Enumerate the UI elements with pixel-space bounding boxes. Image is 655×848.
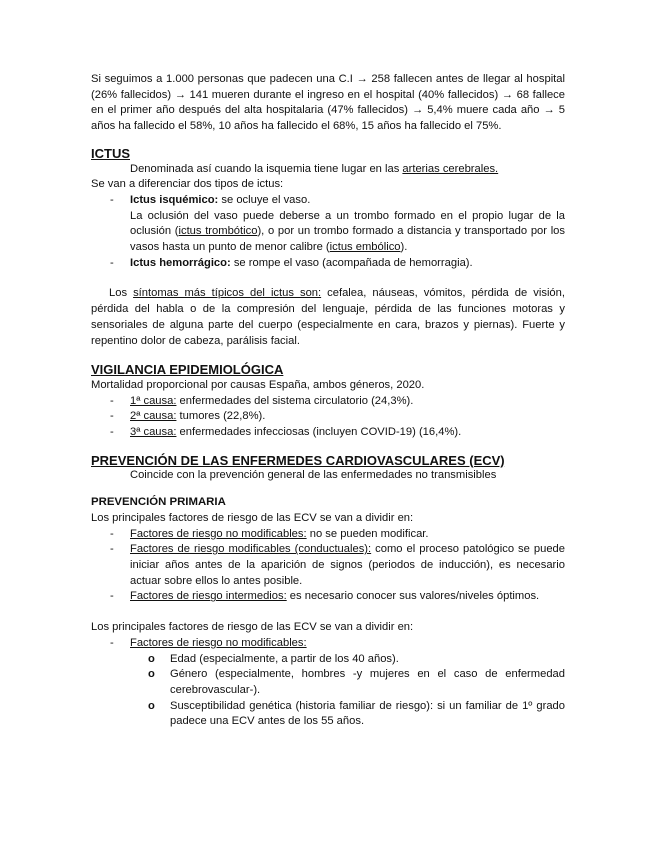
factor-item <box>91 542 565 589</box>
ictus-types-list-2 <box>91 256 565 272</box>
factors-intro-2: Los principales factores de riesgo de las ECV se van a dividir en: <box>91 621 414 634</box>
nomod-item <box>91 636 565 652</box>
nomod-label: Factores de riesgo no modificables: <box>130 636 307 649</box>
ictus-symptoms-paragraph <box>91 286 565 349</box>
factor-label: Factores de riesgo no modificables: <box>130 527 307 540</box>
factor-item <box>91 589 565 605</box>
cause-label: 2ª causa: <box>130 410 177 423</box>
cause-item <box>91 394 565 410</box>
ictus-types-list <box>91 193 565 209</box>
ictus-isquemico-item <box>91 193 565 209</box>
prevencion-intro: Coincide con la prevención general de las enfermedades no transmisibles <box>130 469 497 482</box>
cause-item <box>91 425 565 441</box>
intro-paragraph: Si seguimos a 1.000 personas que padecen una C.I → 258 fallecen antes de llegar al hospital (26% fallecidos) → 141 mueren durante el ingreso en el hospital (40% fallecidos) → 68 fallece en el primer año después del alta hospitalaria (47% fallecidos) → 5,4% muere cada año → 5 años ha fallecido el 58%, 10 años ha fallecido el 68%, 15 años ha fallecido el 75%. <box>91 73 565 133</box>
cause-text: enfermedades infecciosas (incluyen COVID-19) (16,4%). <box>176 426 462 439</box>
ictus-isquemico-text: se ocluye el vaso. <box>218 193 311 206</box>
ictus-hemorragico-item <box>91 256 565 272</box>
nomod-list <box>91 636 565 730</box>
detail-text-3: ). <box>400 241 408 254</box>
detail-text-2: ), o por un trombo formado a distancia y transportado por los vasos hasta un punto de menor calibre ( <box>130 225 565 254</box>
factor-label: Factores de riesgo intermedios: <box>130 590 287 603</box>
vigilancia-heading: VIGILANCIA EPIDEMIOLÓGICA <box>91 362 284 378</box>
ictus-definition-text: Denominada así cuando la isquemia tiene lugar en las <box>130 162 403 175</box>
ictus-hemorragico-text: se rompe el vaso (acompañada de hemorragia). <box>230 256 473 269</box>
symptoms-text: cefalea, náuseas, vómitos, pérdida de visión, pérdida del habla o de la compresión del lenguaje, pérdida de las funciones motoras y sensoriales de alguna parte del cuerpo (especialmente en cara, brazos y piernas). Fuerte y repentino dolor de cabeza, parálisis facial. <box>91 287 565 347</box>
cause-item <box>91 409 565 425</box>
factor-text: no se pueden modificar. <box>306 527 429 540</box>
nomod-subitem: o Género (especialmente, hombres -y mujeres en el caso de enfermedad cerebrovascular-). <box>91 667 565 698</box>
ictus-isquemico-detail <box>91 209 565 256</box>
factor-label: Factores de riesgo modificables (conductuales): <box>130 543 372 556</box>
detail-term-embolico: ictus embólico <box>329 241 401 254</box>
cause-label: 1ª causa: <box>130 394 177 407</box>
ictus-types-intro: Se van a diferenciar dos tipos de ictus: <box>91 178 284 191</box>
causes-list <box>91 394 565 441</box>
factors-intro: Los principales factores de riesgo de las ECV se van a dividir en: <box>91 511 414 524</box>
nomod-subitem: o Susceptibilidad genética (historia familiar de riesgo): si un familiar de 1º grado padece una ECV antes de los 55 años. <box>91 699 565 730</box>
factor-item <box>91 527 565 543</box>
ictus-definition <box>91 162 565 178</box>
ictus-isquemico-label: Ictus isquémico: <box>130 193 219 206</box>
detail-term-trombotico: ictus trombótico <box>178 225 258 238</box>
ictus-hemorragico-label: Ictus hemorrágico: <box>130 256 231 269</box>
vigilancia-intro: Mortalidad proporcional por causas España, ambos géneros, 2020. <box>91 378 425 391</box>
prevencion-primaria-heading: PREVENCIÓN PRIMARIA <box>91 496 226 509</box>
factor-text: como el proceso patológico se puede iniciar años antes de la aparición de signos (periodos de inducción), es necesario actuar sobre ellos lo antes posible. <box>130 543 565 587</box>
cause-label: 3ª causa: <box>130 426 177 439</box>
factors-list <box>91 527 565 606</box>
nomod-subitem: o Edad (especialmente, a partir de los 40 años). <box>91 652 565 668</box>
symptoms-term: síntomas más típicos del ictus son: <box>133 287 322 300</box>
cause-text: enfermedades del sistema circulatorio (24,3%). <box>176 394 414 407</box>
ictus-heading: ICTUS <box>91 145 130 161</box>
factor-text: es necesario conocer sus valores/niveles óptimos. <box>286 590 540 603</box>
document-page <box>91 72 565 730</box>
prevencion-heading: PREVENCIÓN DE LAS ENFERMEDES CARDIOVASCULARES (ECV) <box>91 452 505 468</box>
cause-text: tumores (22,8%). <box>176 410 266 423</box>
detail-text-1: La oclusión del vaso puede deberse a un trombo formado en el propio lugar de la oclusión ( <box>130 209 565 238</box>
symptoms-prefix: Los <box>109 287 134 300</box>
ictus-definition-term: arterias cerebrales. <box>402 162 499 175</box>
